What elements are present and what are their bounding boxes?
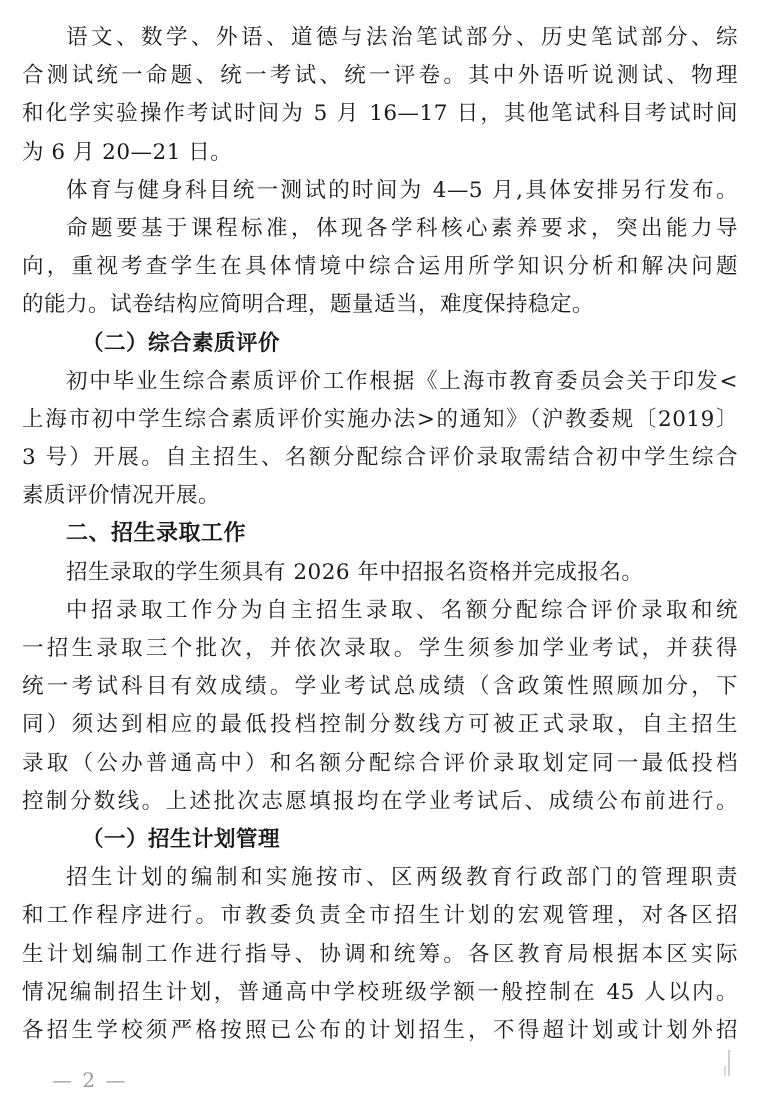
paragraph-line: 向，重视考查学生在具体情境中综合运用所学知识分析和解决问题	[22, 254, 738, 280]
paragraph-line: 一招生录取三个批次，并依次录取。学生须参加学业考试，并获得	[22, 636, 738, 661]
paragraph-line: 和化学实验操作考试时间为 5 月 16—17 日，其他笔试科目考试时间	[22, 101, 738, 127]
paragraph-line: 招生录取的学生须具有 2026 年中招报名资格并完成报名。	[66, 559, 644, 585]
paragraph-line: 命题要基于课程标准，体现各学科核心素养要求，突出能力导	[66, 215, 738, 241]
section-heading: 二、招生录取工作	[66, 521, 247, 547]
paragraph-line: 中招录取工作分为自主招生录取、名额分配综合评价录取和统	[66, 597, 738, 623]
paragraph-line: 同）须达到相应的最低投档控制分数线方可被正式录取，自主招生	[22, 712, 738, 738]
paragraph-line: 语文、数学、外语、道德与法治笔试部分、历史笔试部分、综	[66, 25, 738, 50]
paragraph-line: 的能力。试卷结构应简明合理，题量适当，难度保持稳定。	[22, 292, 595, 318]
paragraph-line: 初中毕业生综合素质评价工作根据《上海市教育委员会关于印发<	[66, 368, 738, 394]
paragraph-line: 各招生学校须严格按照已公布的计划招生，不得超计划或计划外招	[22, 1017, 738, 1043]
paragraph-line: 素质评价情况开展。	[22, 483, 221, 509]
section-subheading: （一）招生计划管理	[82, 826, 281, 852]
document-body	[22, 19, 738, 1050]
paragraph-line: 合测试统一命题、统一考试、统一评卷。其中外语听说测试、物理	[22, 63, 738, 89]
paragraph-line: 生计划编制工作进行指导、协调和统筹。各区教育局根据本区实际	[22, 941, 738, 967]
page-number: — 2 —	[52, 1068, 128, 1092]
scan-edge-mark	[724, 1066, 726, 1076]
paragraph-line: 统一考试科目有效成绩。学业考试总成绩（含政策性照顾加分，下	[22, 674, 738, 700]
paragraph-line: 体育与健身科目统一测试的时间为 4—5 月,具体安排另行发布。	[66, 177, 738, 203]
paragraph-line: 为 6 月 20—21 日。	[22, 139, 233, 165]
paragraph-line: 情况编制招生计划，普通高中学校班级学额一般控制在 45 人以内。	[22, 979, 738, 1005]
paragraph-line: 3 号）开展。自主招生、名额分配综合评价录取需结合初中学生综合	[22, 445, 738, 471]
scan-edge-mark	[728, 1050, 730, 1076]
paragraph-line: 和工作程序进行。市教委负责全市招生计划的宏观管理，对各区招	[22, 903, 738, 929]
paragraph-line: 上海市初中学生综合素质评价实施办法>的通知》（沪教委规〔2019〕	[22, 406, 738, 432]
paragraph-line: 录取（公办普通高中）和名额分配综合评价录取划定同一最低投档	[22, 750, 738, 776]
section-subheading: （二）综合素质评价	[82, 330, 281, 356]
paragraph-line: 控制分数线。上述批次志愿填报均在学业考试后、成绩公布前进行。	[22, 788, 738, 814]
paragraph-line: 招生计划的编制和实施按市、区两级教育行政部门的管理职责	[66, 865, 738, 891]
